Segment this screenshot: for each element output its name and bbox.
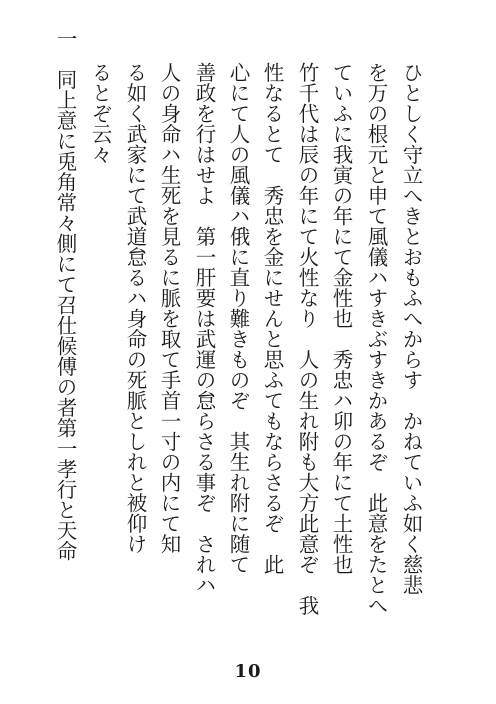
text-column: を万の根元と申て風儀ハすきぶすきかあるぞ 此意をたとへ [364,62,388,616]
text-column: 人の身命ハ生死を見るに脈を取て手首一寸の内にて知 [157,62,181,554]
text-column: るとぞ云々 [88,62,112,165]
text-column: る如く武家にて武道怠るハ身命の死脈としれと被仰け [123,62,147,554]
text-column: ていふに我寅の年にて金性也 秀忠ハ卯の年にて土性也 [329,62,353,575]
text-column-item: 一 同上意に兎角常々側にて召仕候傅の者第一孝行と天命 [53,28,77,561]
text-column: 善政を行はせよ 第一肝要は武運の怠らさる事ぞ されハ [192,62,216,595]
text-column: 心にて人の風儀ハ俄に直り難きものぞ 其生れ附に随て [226,62,250,575]
text-column: 竹千代は辰の年にて火性なり 人の生れ附も大方此意ぞ 我 [295,62,319,616]
text-column: 性なるとて 秀忠を金にせんと思ふてもならさるぞ 此 [260,62,284,575]
page-number: 10 [234,661,262,682]
text-column: ひとしく守立へきとおもふへからす かねていふ如く慈悲 [399,62,423,595]
